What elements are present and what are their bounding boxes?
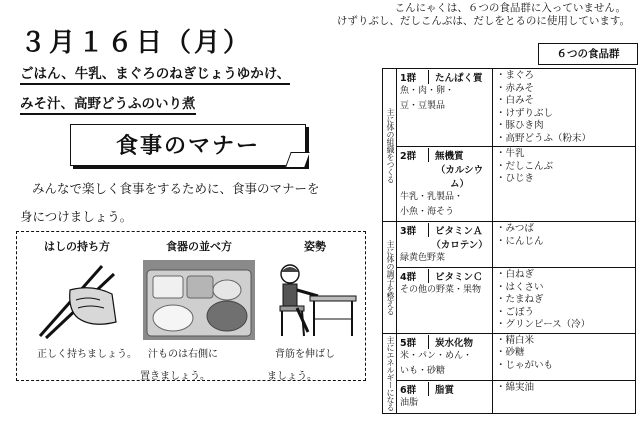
group-cell bbox=[397, 380, 493, 413]
food-item: ・ じゃがいも bbox=[496, 360, 632, 373]
food-item: ・ はくさい bbox=[496, 282, 632, 295]
manners-title-box bbox=[70, 124, 306, 166]
menu-line-1: ごはん、牛乳、まぐろのねぎじょうゆかけ、 bbox=[20, 62, 290, 85]
menu-line-2: みそ汁、高野どうふのいり煮 bbox=[20, 92, 196, 115]
intro-line-1: みんなで楽しく食事をするために、食事のマナーを bbox=[32, 181, 320, 196]
food-item: ・ ひじき bbox=[496, 173, 632, 186]
group-foods bbox=[493, 69, 636, 147]
group-cell bbox=[397, 333, 493, 380]
group-cell bbox=[397, 268, 493, 334]
six-food-groups-tag: ６つの食品群 bbox=[538, 43, 638, 65]
food-item: ・ グリンピース（冷） bbox=[496, 319, 632, 332]
food-item: ・ まぐろ bbox=[496, 70, 632, 83]
tip-caption-1: 汁ものは右側に bbox=[148, 349, 218, 360]
tip-caption-1: 背筋を伸ばし bbox=[275, 349, 335, 360]
group-subname: （カロテン） bbox=[431, 240, 488, 251]
food-item: ・ 綿実油 bbox=[496, 382, 632, 395]
table-row bbox=[383, 222, 636, 268]
group-number: 3群 bbox=[397, 223, 429, 237]
tip-label: 姿勢 bbox=[304, 240, 326, 253]
manners-title: 食事のマナー bbox=[115, 134, 260, 159]
group-foods bbox=[493, 380, 636, 413]
food-groups-table bbox=[382, 68, 636, 414]
food-item: ・ けずりぶし bbox=[496, 108, 632, 121]
group-desc-1: 牛乳・乳製品・ bbox=[400, 192, 464, 202]
food-item: ・ 赤みそ bbox=[496, 83, 632, 96]
tip-label: 食器の並べ方 bbox=[166, 240, 232, 253]
group-number: 2群 bbox=[397, 148, 429, 162]
tip-caption-2: ましょう。 bbox=[267, 371, 317, 382]
role-body-building: 主に体の組織をつくる bbox=[383, 69, 397, 222]
group-name: 炭水化物 bbox=[435, 337, 474, 349]
group-name: ビタミンＡ bbox=[435, 226, 483, 237]
group-name: ビタミンＣ bbox=[435, 272, 483, 283]
page-curl-decoration bbox=[285, 152, 309, 167]
intro-line-2: 身につけましょう。 bbox=[20, 209, 133, 224]
group-cell bbox=[397, 147, 493, 222]
note-dashi: けずりぶし、だしこんぶは、だしをとるのに使用しています。 bbox=[336, 15, 630, 27]
food-item: ・ だしこんぶ bbox=[496, 161, 632, 174]
tip-tableware bbox=[140, 238, 258, 388]
table-row bbox=[383, 333, 636, 380]
food-item: ・ みつば bbox=[496, 223, 632, 236]
food-item: ・ 高野どうふ（粉末） bbox=[496, 133, 632, 146]
food-item: ・ たまねぎ bbox=[496, 294, 632, 307]
group-desc-2: いも・砂糖 bbox=[400, 365, 446, 376]
group-number: 5群 bbox=[397, 335, 429, 349]
food-item: ・ 豚ひき肉 bbox=[496, 120, 632, 133]
tip-label: はしの持ち方 bbox=[44, 240, 110, 253]
group-desc-2: 小魚・海そう bbox=[400, 207, 455, 217]
group-cell bbox=[397, 222, 493, 268]
group-cell bbox=[397, 69, 493, 147]
group-foods bbox=[493, 147, 636, 222]
food-item: ・ 砂糖 bbox=[496, 347, 632, 360]
group-desc-1: その他の野菜・果物 bbox=[400, 285, 482, 295]
group-number: 4群 bbox=[397, 269, 429, 283]
group-foods bbox=[493, 333, 636, 380]
tableware-photo-illustration bbox=[143, 260, 255, 340]
group-name: たんぱく質 bbox=[435, 73, 483, 84]
table-row bbox=[383, 69, 636, 147]
food-item: ・ 白ねぎ bbox=[496, 269, 632, 282]
tip-chopsticks bbox=[27, 238, 137, 366]
table-row bbox=[383, 380, 636, 413]
group-desc-1: 米・パン・めん・ bbox=[400, 350, 473, 361]
food-item: ・ 牛乳 bbox=[496, 148, 632, 161]
group-foods bbox=[493, 222, 636, 268]
table-row bbox=[383, 147, 636, 222]
group-foods bbox=[493, 268, 636, 334]
group-desc-1: 油脂 bbox=[400, 397, 419, 408]
tip-caption-2: 置きましょう。 bbox=[140, 371, 210, 382]
group-name: 脂質 bbox=[435, 384, 455, 396]
group-number: 1群 bbox=[397, 70, 429, 84]
food-item: ・ にんじん bbox=[496, 236, 632, 249]
group-subname: （カルシウム） bbox=[435, 165, 484, 190]
intro-text bbox=[20, 175, 365, 231]
group-desc-1: 魚・肉・卵・ bbox=[400, 86, 455, 96]
role-energy: 主にエネルギーになる bbox=[383, 333, 397, 413]
role-body-regulating: 主に体の調子を整える bbox=[383, 222, 397, 334]
date-heading: ３月１６日（月） bbox=[20, 28, 253, 58]
chopsticks-hand-illustration bbox=[32, 260, 122, 340]
note-not-in-groups: こんにゃくは、６つの食品群に入っていません。 bbox=[394, 2, 626, 14]
tip-posture bbox=[267, 238, 363, 388]
manners-tips-box bbox=[16, 231, 366, 381]
group-desc-1: 緑黄色野菜 bbox=[400, 253, 446, 263]
food-item: ・ 白みそ bbox=[496, 95, 632, 108]
group-name: 無機質 bbox=[435, 151, 464, 162]
group-number: 6群 bbox=[397, 382, 429, 396]
food-item: ・ ごぼう bbox=[496, 307, 632, 320]
food-item: ・ 精白米 bbox=[496, 335, 632, 348]
group-desc-2: 豆・豆製品 bbox=[400, 101, 446, 111]
table-row bbox=[383, 268, 636, 334]
tip-caption: 正しく持ちましょう。 bbox=[37, 349, 137, 360]
posture-illustration bbox=[270, 260, 360, 340]
